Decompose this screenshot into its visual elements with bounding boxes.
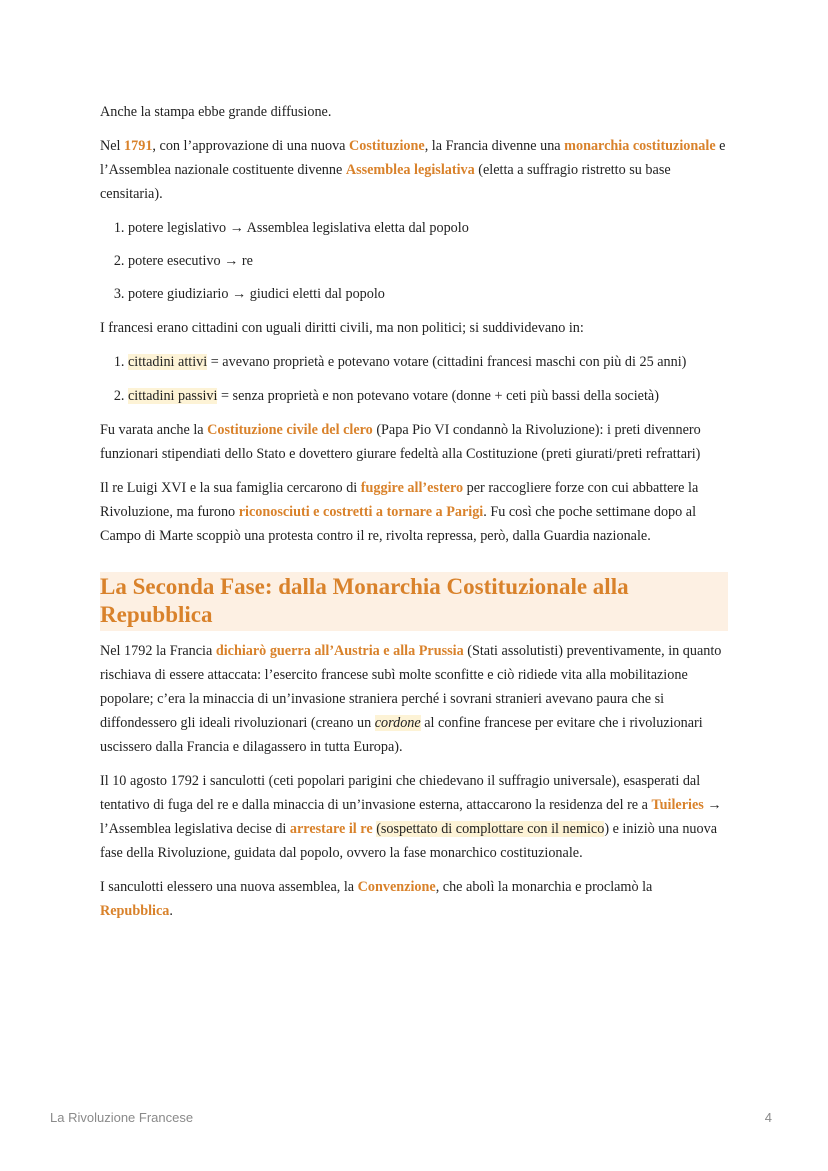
keyword-assemblea-legislativa: Assemblea legislativa (345, 162, 475, 178)
page-footer (50, 1110, 772, 1125)
powers-list (100, 216, 728, 306)
paragraph-clergy: Fu varata anche la Costituzione civile del clero (Papa Pio VI condannò la Rivoluzione): i preti divennero funzionari stipendiati dello Stato e dovettero giurare fedeltà alla Costituzione (preti giurati/preti refrattari) (100, 422, 701, 462)
paragraph-1791-constitution: Nel 1791, con l’approvazione di una nuova Costituzione, la Francia divenne una monarchia costituzionale e l’Assemblea nazionale costituente divenne Assemblea legislativa (eletta a suffragio ristretto su base censitaria). (100, 138, 726, 202)
list-item: 1. potere legislativo → Assemblea legislativa eletta dal popolo (128, 216, 728, 240)
keyword-costituzione: Costituzione (349, 138, 425, 154)
keyword-1791: 1791 (124, 138, 153, 154)
paragraph-convenzione: I sanculotti elessero una nuova assemblea, la Convenzione, che abolì la monarchia e proclamò la Repubblica. (100, 879, 653, 919)
keyword-riconosciuti: riconosciuti e costretti a tornare a Parigi (238, 504, 484, 520)
paragraph-press: Anche la stampa ebbe grande diffusione. (100, 104, 332, 120)
keyword-guerra-austria-prussia: dichiarò guerra all’Austria e alla Prussia (215, 643, 464, 659)
keyword-fuggire-estero: fuggire all’estero (360, 480, 464, 496)
section-heading: La Seconda Fase: dalla Monarchia Costituzionale alla Repubblica (100, 572, 728, 631)
list-item: 1. cittadini attivi = avevano proprietà e potevano votare (cittadini francesi maschi con più di 25 anni) (128, 350, 728, 374)
keyword-convenzione: Convenzione (357, 879, 436, 895)
highlight-cittadini-attivi: cittadini attivi (128, 354, 208, 370)
keyword-costituzione-civile-clero: Costituzione civile del clero (207, 422, 373, 438)
list-item: 3. potere giudiziario → giudici eletti dal popolo (128, 282, 728, 306)
citizens-list (100, 350, 728, 408)
keyword-repubblica: Repubblica (100, 903, 170, 919)
paragraph-king-flight: Il re Luigi XVI e la sua famiglia cercarono di fuggire all’estero per raccogliere forze con cui abbattere la Rivoluzione, ma furono riconosciuti e costretti a tornare a Parigi. Fu così che poche settimane dopo al Campo di Marte scoppiò una protesta contro il re, rivolta repressa, però, dalla Guardia nazionale. (100, 480, 699, 544)
list-item: 2. potere esecutivo → re (128, 249, 728, 273)
paragraph-citizens-intro: I francesi erano cittadini con uguali diritti civili, ma non politici; si suddividevano in: (100, 320, 584, 336)
paragraph-10-august: Il 10 agosto 1792 i sanculotti (ceti popolari parigini che chiedevano il suffragio universale), esasperati dal tentativo di fuga del re e dalla minaccia di un’invasione esterna, attaccarono la residenza del re a Tuileries → l’Assemblea legislativa decise di arrestare il re (sospettato di complottare con il nemico) e iniziò una nuova fase della Rivoluzione, guidata dal popolo, ovvero la fase monarchico costituzionale. (100, 773, 722, 861)
page-number: 4 (764, 1110, 772, 1125)
paragraph-war-1792: Nel 1792 la Francia dichiarò guerra all’Austria e alla Prussia (Stati assolutisti) preventivamente, in quanto rischiava di essere attaccata: l’esercito francese subì molte sconfitte e ciò ridiede vita alla mobilitazione popolare; c’era la minaccia di un’invasione straniera perché i sovrani stranieri avevano paura che si diffondessero gli ideali rivoluzionari (creano un cordone al confine francese per evitare che i rivoluzionari uscissero dalla Francia e dilagassero in tutta Europa). (100, 643, 722, 755)
footer-title: La Rivoluzione Francese (50, 1110, 194, 1125)
keyword-monarchia-costituzionale: monarchia costituzionale (564, 138, 716, 154)
highlight-cordone: cordone (374, 715, 421, 731)
highlight-sospettato: (sospettato di complottare con il nemico (376, 821, 605, 837)
keyword-tuileries: Tuileries (651, 797, 704, 813)
keyword-arrestare-re: arrestare il re (289, 821, 373, 837)
highlight-cittadini-passivi: cittadini passivi (128, 388, 218, 404)
list-item: 2. cittadini passivi = senza proprietà e non potevano votare (donne + ceti più bassi della società) (128, 384, 728, 408)
document-body (100, 100, 728, 933)
